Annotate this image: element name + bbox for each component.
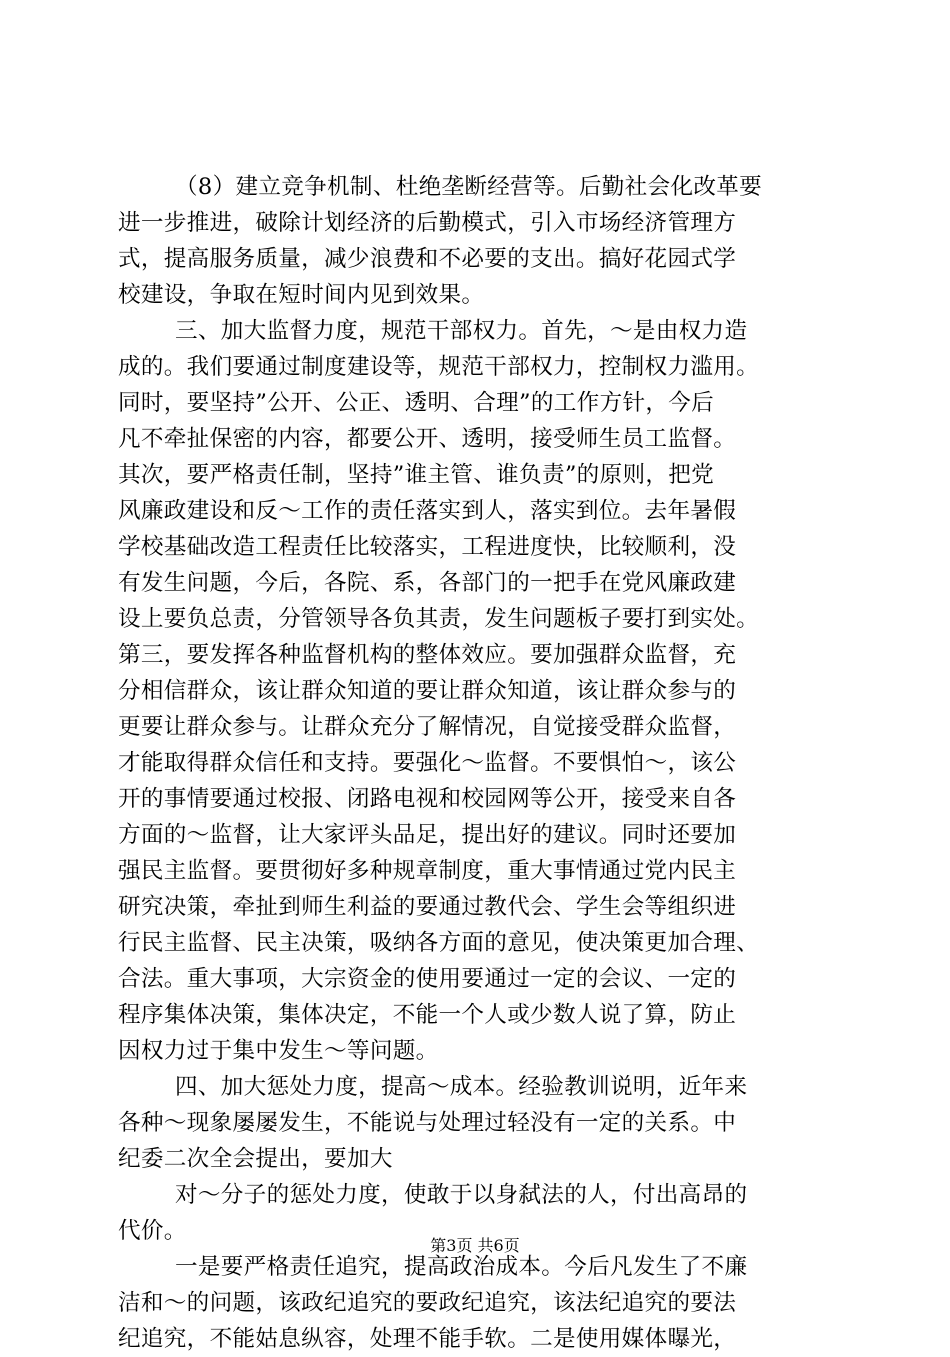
text-line: 式，提高服务质量，减少浪费和不必要的支出。搞好花园式学 [118,246,737,272]
text-line: 才能取得群众信任和支持。要强化～监督。不要惧怕～，该公 [118,750,737,776]
text-line: 开的事情要通过校报、闭路电视和校园网等公开，接受来自各 [118,786,737,812]
text-line: 成的。我们要通过制度建设等，规范干部权力，控制权力滥用。 [118,354,760,380]
text-line: 代价。 [118,1218,187,1244]
text-line: 纪委二次全会提出，要加大 [118,1146,393,1172]
page-footer: 第3页 共6页 [430,1236,520,1255]
text-line: 强民主监督。要贯彻好多种规章制度，重大事情通过党内民主 [118,858,737,884]
text-line: 有发生问题，今后，各院、系，各部门的一把手在党风廉政建 [118,570,737,596]
text-line: 同时，要坚持”公开、公正、透明、合理”的工作方针，今后 [118,390,715,416]
text-line: 凡不牵扯保密的内容，都要公开、透明，接受师生员工监督。 [118,426,737,452]
text-line: 校建设，争取在短时间内见到效果。 [118,282,485,308]
text-line: 研究决策，牵扯到师生利益的要通过教代会、学生会等组织进 [118,894,737,920]
text-line: 行民主监督、民主决策，吸纳各方面的意见，使决策更加合理、 [118,930,760,956]
text-line: 合法。重大事项，大宗资金的使用要通过一定的会议、一定的 [118,966,737,992]
text-line: 设上要负总责，分管领导各负其责，发生问题板子要打到实处。 [118,606,760,632]
text-line: 洁和～的问题，该政纪追究的要政纪追究，该法纪追究的要法 [118,1290,737,1316]
document-body [118,169,834,1357]
text-line: 四、加大惩处力度，提高～成本。经验教训说明，近年来 [175,1074,748,1100]
text-line: 其次，要严格责任制，坚持”谁主管、谁负责”的原则，把党 [118,462,715,488]
text-line: 分相信群众，该让群众知道的要让群众知道，该让群众参与的 [118,678,737,704]
text-line: 各种～现象屡屡发生，不能说与处理过轻没有一定的关系。中 [118,1110,737,1136]
text-line: 方面的～监督，让大家评头品足，提出好的建议。同时还要加 [118,822,737,848]
text-line: 更要让群众参与。让群众充分了解情况，自觉接受群众监督， [118,714,737,740]
text-line: 纪追究，不能姑息纵容，处理不能手软。二是使用媒体曝光， [118,1326,737,1352]
text-line: （8）建立竞争机制、杜绝垄断经营等。后勤社会化改革要 [175,174,763,200]
text-line: 三、加大监督力度，规范干部权力。首先，～是由权力造 [175,318,748,344]
text-line: 因权力过于集中发生～等问题。 [118,1038,439,1064]
text-line: 学校基础改造工程责任比较落实，工程进度快，比较顺利，没 [118,534,737,560]
text-line: 对～分子的惩处力度，使敢于以身弑法的人，付出高昂的 [175,1182,748,1208]
text-line: 一是要严格责任追究，提高政治成本。今后凡发生了不廉 [175,1254,748,1280]
text-line: 程序集体决策，集体决定，不能一个人或少数人说了算，防止 [118,1002,737,1028]
text-line: 第三，要发挥各种监督机构的整体效应。要加强群众监督，充 [118,642,737,668]
text-line: 风廉政建设和反～工作的责任落实到人，落实到位。去年暑假 [118,498,737,524]
text-line: 进一步推进，破除计划经济的后勤模式，引入市场经济管理方 [118,210,737,236]
